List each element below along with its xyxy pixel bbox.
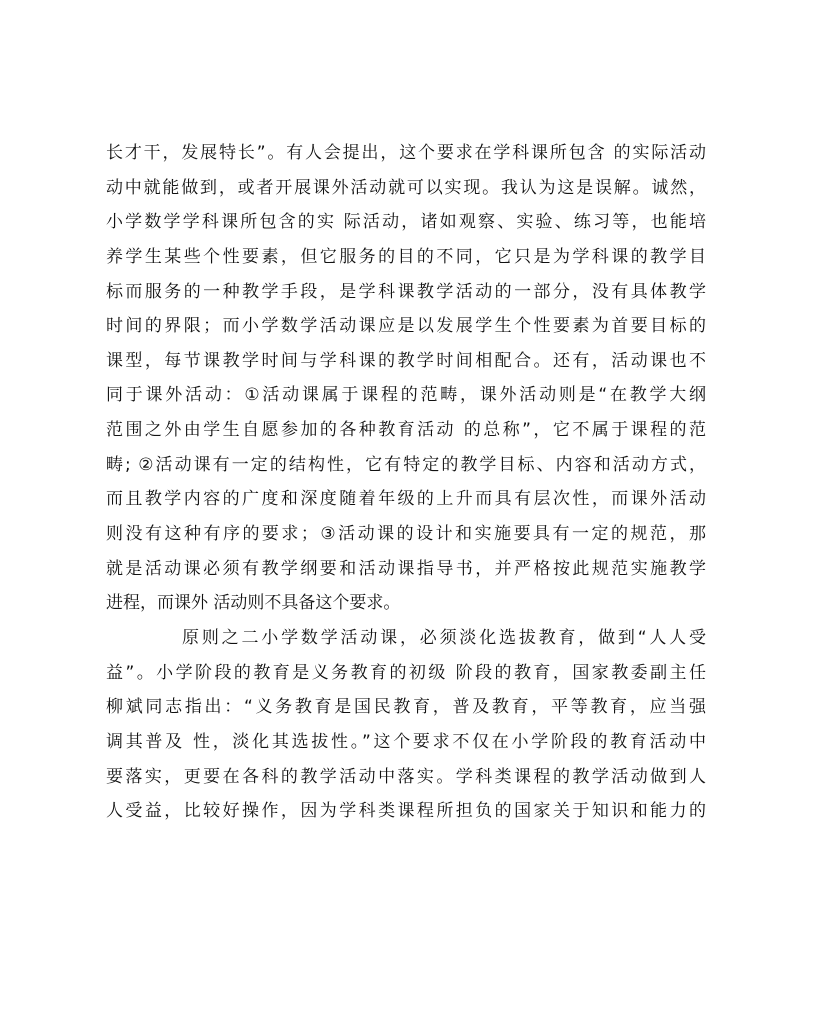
- text-line: 柳斌同志指出：“义务教育是国民教育，普及教育，平等教育，应当强: [106, 697, 706, 718]
- body-text: [106, 136, 706, 829]
- text-line: 长才干，发展特长”。有人会提出，这个要求在学科课所包含 的实际活动: [106, 143, 706, 163]
- text-line: 益”。小学阶段的教育是义务教育的初级 阶段的教育，国家教委副主任: [106, 662, 706, 683]
- text-line: 人受益，比较好操作，因为学科类课程所担负的国家关于知识和能力的: [106, 801, 706, 822]
- text-line: 范围之外由学生自愿参加的各种教育活动 的总称”，它不属于课程的范: [106, 420, 706, 441]
- text-line: 要落实，更要在各科的教学活动中落实。学科类课程的教学活动做到人: [106, 766, 706, 787]
- text-line: 调其普及 性，淡化其选拔性。”这个要求不仅在小学阶段的教育活动中: [106, 731, 706, 752]
- text-line: 养学生某些个性要素，但它服务的目的不同，它只是为学科课的教学目: [106, 246, 706, 267]
- text-line: 同于课外活动：①活动课属于课程的范畴，课外活动则是“在教学大纲: [106, 385, 706, 406]
- text-line: 进程，而课外 活动则不具备这个要求。: [106, 593, 401, 614]
- paragraph-first-line: 原则之二小学数学活动课，必须淡化选拔教育，做到“人人受: [182, 627, 706, 648]
- text-line: 而且教学内容的广度和深度随着年级的上升而具有层次性，而课外活动: [106, 489, 706, 510]
- text-line: 就是活动课必须有教学纲要和活动课指导书，并严格按此规范实施教学: [106, 558, 706, 579]
- text-line: 畴; ②活动课有一定的结构性，它有特定的教学目标、内容和活动方式，: [106, 454, 706, 475]
- text-line: 则没有这种有序的要求；③活动课的设计和实施要具有一定的规范，那: [106, 524, 706, 545]
- text-line: 时间的界限；而小学数学活动课应是以发展学生个性要素为首要目标的: [106, 316, 706, 337]
- text-line: 标而服务的一种教学手段，是学科课教学活动的一部分，没有具体教学: [106, 281, 706, 302]
- text-line: 课型，每节课教学时间与学科课的教学时间相配合。还有，活动课也不: [106, 350, 706, 371]
- text-line: 动中就能做到，或者开展课外活动就可以实现。我认为这是误解。诚然，: [106, 177, 706, 198]
- text-line: 小学数学学科课所包含的实 际活动，诸如观察、实验、练习等，也能培: [106, 212, 706, 233]
